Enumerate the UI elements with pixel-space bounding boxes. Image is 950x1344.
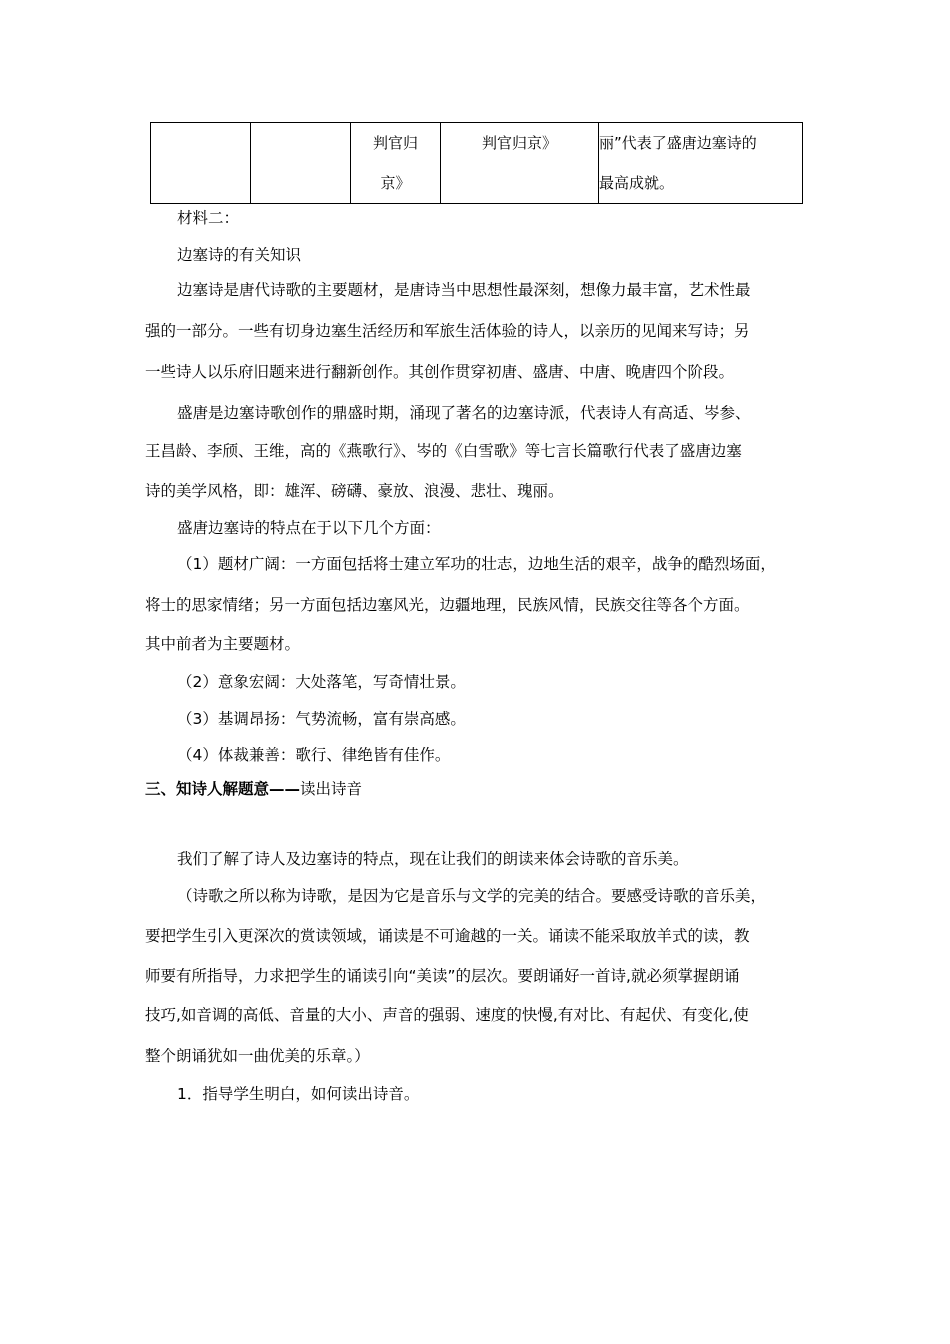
cell-line: 判官归京》 — [481, 134, 557, 152]
paragraph-line: 盛唐边塞诗的特点在于以下几个方面： — [177, 519, 441, 537]
paragraph-line: （诗歌之所以称为诗歌，是因为它是音乐与文学的完美的结合。要感受诗歌的音乐美， — [177, 887, 767, 905]
paragraph-line: 将士的思家情绪；另一方面包括边塞风光，边疆地理，民族风情，民族交往等各个方面。 — [145, 596, 750, 614]
paragraph-line: 要把学生引入更深次的赏读领域，诵读是不可逾越的一关。诵读不能采取放羊式的读，教 — [145, 927, 750, 945]
table-cell-empty-1 — [151, 123, 251, 204]
table-cell-poem-title-2 — [441, 123, 599, 204]
section-heading-normal: 读出诗音 — [300, 780, 363, 798]
material-label: 材料二： — [177, 209, 240, 227]
paragraph-line: 师要有所指导，力求把学生的诵读引向“美读”的层次。要朗诵好一首诗,就必须掌握朗诵 — [145, 967, 740, 985]
table-cell-empty-2 — [251, 123, 351, 204]
paragraph-line: 边塞诗是唐代诗歌的主要题材，是唐诗当中思想性最深刻，想像力最丰富，艺术性最 — [177, 281, 751, 299]
cell-line: 判官归 — [372, 134, 418, 152]
paragraph-line: 其中前者为主要题材。 — [145, 635, 301, 653]
paragraph-line: 一些诗人以乐府旧题来进行翻新创作。其创作贯穿初唐、盛唐、中唐、晚唐四个阶段。 — [145, 363, 735, 381]
table-row — [151, 123, 803, 204]
paragraph-line: 我们了解了诗人及边塞诗的特点，现在让我们的朗读来体会诗歌的音乐美。 — [177, 850, 689, 868]
list-item: （3）基调昂扬：气势流畅，富有崇高感。 — [177, 710, 466, 728]
section-heading-bold: 三、知诗人解题意—— — [145, 780, 301, 798]
section-heading — [145, 779, 362, 799]
list-item: （2）意象宏阔：大处落笔，写奇情壮景。 — [177, 673, 466, 691]
paragraph-line: 强的一部分。一些有切身边塞生活经历和军旅生活体验的诗人，以亲历的见闻来写诗；另 — [145, 322, 750, 340]
paragraph-line: 盛唐是边塞诗歌创作的鼎盛时期，涌现了著名的边塞诗派，代表诗人有高适、岑参、 — [177, 404, 751, 422]
section-subtitle: 边塞诗的有关知识 — [177, 246, 302, 264]
table-cell-poem-title — [351, 123, 441, 204]
cell-line: 最高成就。 — [599, 174, 675, 192]
list-item: 1．指导学生明白，如何读出诗音。 — [177, 1085, 420, 1103]
cell-line: 京》 — [380, 174, 411, 192]
table-fragment — [150, 122, 803, 204]
paragraph-line: 整个朗诵犹如一曲优美的乐章。） — [145, 1047, 370, 1065]
list-item: （4）体裁兼善：歌行、律绝皆有佳作。 — [177, 746, 451, 764]
cell-line: 丽”代表了盛唐边塞诗的 — [599, 134, 757, 152]
list-item: （1）题材广阔：一方面包括将士建立军功的壮志，边地生活的艰辛，战争的酷烈场面， — [177, 555, 776, 573]
paragraph-line: 王昌龄、李颀、王维，高的《燕歌行》、岑的《白雪歌》等七言长篇歌行代表了盛唐边塞 — [145, 442, 742, 460]
paragraph-line: 技巧,如音调的高低、音量的大小、声音的强弱、速度的快慢,有对比、有起伏、有变化,使 — [145, 1006, 749, 1024]
paragraph-line: 诗的美学风格，即：雄浑、磅礴、豪放、浪漫、悲壮、瑰丽。 — [145, 482, 564, 500]
table-cell-comment — [599, 123, 803, 204]
